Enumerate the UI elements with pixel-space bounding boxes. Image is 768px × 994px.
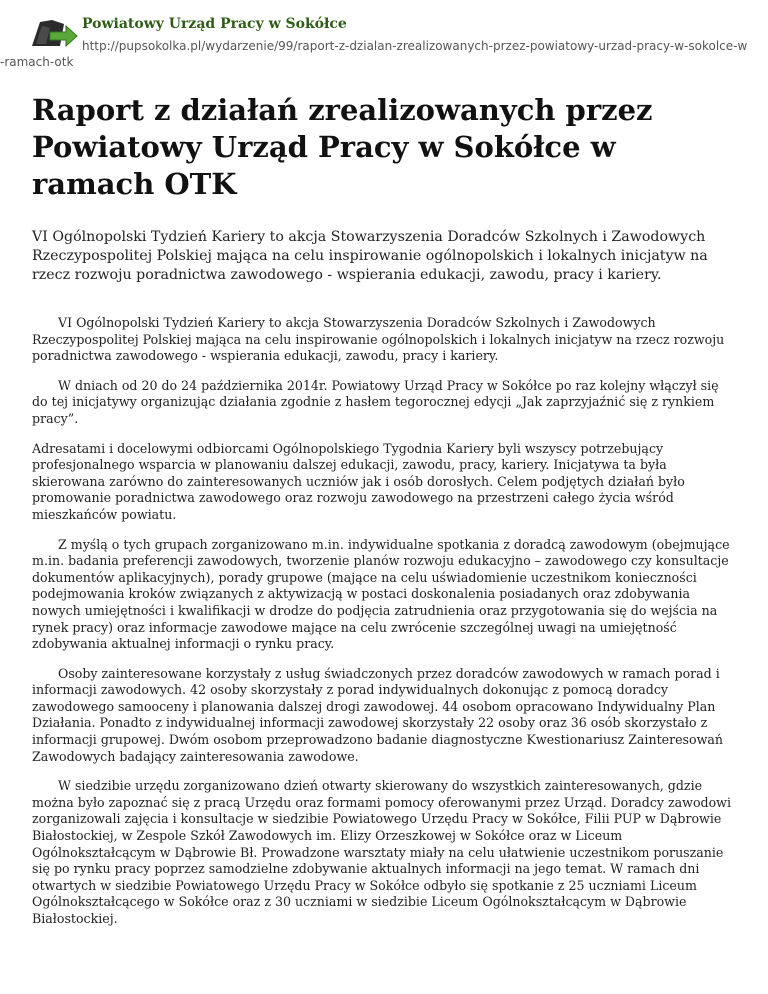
body-paragraph: VI Ogólnopolski Tydzień Kariery to akcja Stowarzyszenia Doradców Szkolnych i Zawodowych Rzeczypospolitej Polskiej mająca na celu inspirowanie ogólnopolskich i lokalnych inicjatyw na rzecz rozwoju poradnictwa zawodowego - wspierania edukacji, zawodu, pracy i kariery. xyxy=(32,315,725,364)
body-paragraph: Z myślą o tych grupach zorganizowano m.in. indywidualne spotkania z doradcą zawodowym (obejmujące m.in. badania preferencji zawodowych, tworzenie planów rozwoju edukacyjno – zawodowego czy konsultacje dokumentów aplikacyjnych), porady grupowe (mające na celu uświadomienie uczestnikom konieczności podejmowania kroków związanych z aktywizacją w postaci doskonalenia posiadanych oraz zdobywania nowych umiejętności i kwalifikacji w drodze do podjęcia zatrudnienia oraz przygotowania się do wejścia na rynek pracy) oraz informacje zawodowe mające na celu zwrócenie szczególnej uwagi na umiejętność zdobywania aktualnej informacji o rynku pracy. xyxy=(32,536,730,652)
body-paragraph: W siedzibie urzędu zorganizowano dzień otwarty skierowany do wszystkich zainteresowanych, gdzie można było zapoznać się z pracą Urzędu oraz formami pomocy oferowanymi przez Urząd. Doradcy zawodowi zorganizowali zajęcia i konsultacje w siedzibie Powiatowego Urzędu Pracy w Sokółce, Filii PUP w Dąbrowie Białostockiej, w Zespole Szkół Zawodowych im. Elizy Orzeszkowej w Sokółce oraz w Liceum Ogólnokształcącym w Dąbrowie Bł. Prowadzone warsztaty miały na celu ułatwienie uczestnikom poruszanie się po rynku pracy poprzez samodzielne zdobywanie aktualnych informacji na jego temat. W ramach dni otwartych w siedzibie Powiatowego Urzędu Pracy w Sokółce odbyło się spotkanie z 25 uczniami Liceum Ogólnokształcącego w Sokółce oraz z 30 uczniami w siedzibie Liceum Ogólnokształcącym w Dąbrowie Białostockiej. xyxy=(32,778,731,926)
body-paragraph: Osoby zainteresowane korzystały z usług świadczonych przez doradców zawodowych w ramach porad i informacji zawodowych. 42 osoby skorzystały z porad indywidualnych dokonując z pomocą doradcy zawodowego samooceny i planowania dalszej drogi zawodowej. 44 osobom opracowano Indywidualny Plan Działania. Ponadto z indywidualnej informacji zawodowej skorzystały 22 osoby oraz 36 osób skorzystało z informacji grupowej. Dwóm osobom przeprowadzono badanie diagnostyczne Kwestionariusz Zainteresowań Zawodowych badający zainteresowania zawodowe. xyxy=(32,665,724,764)
article-lead: VI Ogólnopolski Tydzień Kariery to akcja Stowarzyszenia Doradców Szkolnych i Zawodowych Rzeczypospolitej Polskiej mająca na celu inspirowanie ogólnopolskich i lokalnych inicjatyw na rzecz rozwoju poradnictwa zawodowego - wspierania edukacji, zawodu, pracy i kariery. xyxy=(32,229,708,283)
article-title: Raport z działań zrealizowanych przez Powiatowy Urząd Pracy w Sokółce w ramach OTK xyxy=(32,93,653,201)
article-body xyxy=(32,315,738,941)
body-paragraph: Adresatami i docelowymi odbiorcami Ogólnopolskiego Tygodnia Kariery byli wszyscy potrzebujący profesjonalnego wsparcia w planowaniu dalszej edukacji, zawodu, pracy, kariery. Inicjatywa ta była skierowana zarówno do zainteresowanych uczniów jak i osób dorosłych. Celem podjętych działań było promowanie poradnictwa zawodowego oraz rozwoju zawodowego na przestrzeni całego życia wśród mieszkańców powiatu. xyxy=(32,440,685,522)
body-paragraph: W dniach od 20 do 24 października 2014r. Powiatowy Urząd Pracy w Sokółce po raz kolejny włączył się do tej inicjatywy organizując działania zgodnie z hasłem tegorocznej edycji „Jak zaprzyjaźnić się z rynkiem pracy”. xyxy=(32,377,719,426)
source-url[interactable]: http://pupsokolka.pl/wydarzenie/99/raport-z-dzialan-zrealizowanych-przez-powiatowy-urzad-pracy-w-sokolce-w-ramach-otk xyxy=(0,39,748,69)
site-name: Powiatowy Urząd Pracy w Sokółce xyxy=(82,16,347,32)
